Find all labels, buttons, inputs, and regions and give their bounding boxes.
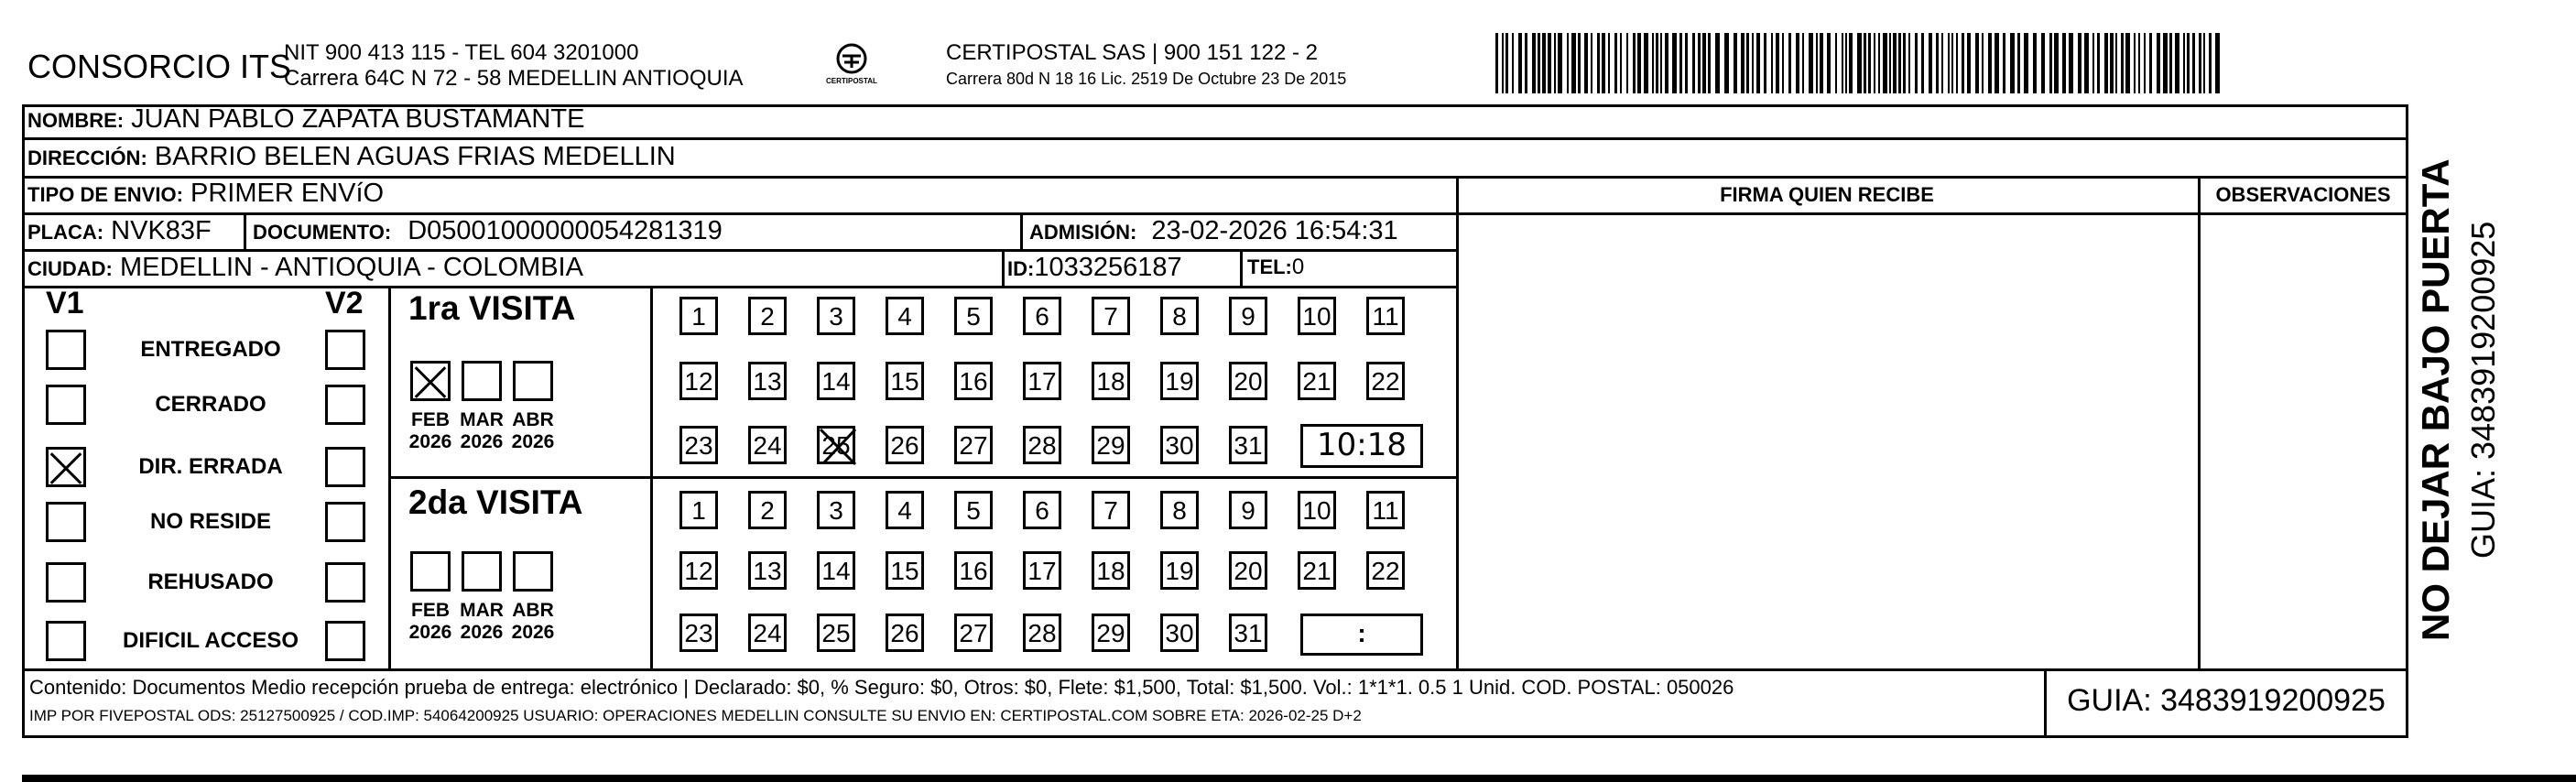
visit1-month-year: 2026 [511,431,555,452]
visit1-day[interactable]: 9 [1229,297,1267,335]
status-v2-checkbox[interactable] [325,562,365,603]
visit1-day[interactable]: 17 [1023,362,1061,400]
visit2-day[interactable]: 29 [1092,614,1130,652]
visit1-day[interactable]: 1 [679,297,718,335]
visit2-day[interactable]: 26 [886,614,924,652]
visit1-day[interactable]: 26 [886,426,924,464]
visit1-month-checkbox[interactable] [462,361,502,401]
visit2-day[interactable]: 12 [679,551,718,590]
status-label: CERRADO [155,392,266,417]
tel-value: 0 [1291,255,1305,279]
visit2-day[interactable]: 24 [748,614,787,652]
visit2-time-box [1300,614,1423,656]
documento-value: D05001000000054281319 [408,216,723,245]
visit1-month-label: MAR [460,409,504,430]
status-v1-checkbox[interactable] [46,562,86,603]
visit1-day[interactable]: 27 [954,426,993,464]
visit2-day[interactable]: 9 [1229,491,1267,529]
visit1-month-label: ABR [512,409,554,430]
visit2-day[interactable]: 2 [748,491,787,529]
visit1-day[interactable]: 23 [679,426,718,464]
visit2-day[interactable]: 30 [1160,614,1199,652]
visit2-day[interactable]: 13 [748,551,787,590]
visit1-month-label: FEB [411,409,450,430]
visit1-day[interactable]: 2 [748,297,787,335]
bottom-rule [22,775,2576,782]
carrier-address: Carrera 80d N 18 16 Lic. 2519 De Octubre 23 De 2015 [946,70,1347,88]
visit1-day[interactable]: 12 [679,362,718,400]
ciudad-value: MEDELLIN - ANTIOQUIA - COLOMBIA [119,253,583,282]
status-v1-checkbox[interactable] [46,385,86,425]
documento-label: DOCUMENTO: [253,221,392,244]
visit2-month-checkbox[interactable] [513,551,553,592]
company-name: CONSORCIO ITS [27,48,292,85]
status-label: DIR. ERRADA [138,454,283,479]
admision-value: 23-02-2026 16:54:31 [1151,216,1398,245]
visit2-month-label: FEB [411,600,450,621]
nombre-value: JUAN PABLO ZAPATA BUSTAMANTE [131,104,585,134]
status-label: REHUSADO [147,570,274,594]
nombre-label: NOMBRE: [27,109,125,132]
visit1-day[interactable]: 30 [1160,426,1199,464]
status-v1-checkbox[interactable] [46,330,86,370]
visit1-day[interactable]: 10 [1298,297,1336,335]
visit2-day[interactable]: 22 [1366,551,1405,590]
visit2-day[interactable]: 6 [1023,491,1061,529]
visit1-time: 10:18 [1317,427,1407,463]
tipo-envio-label: TIPO DE ENVIO: [27,183,183,206]
status-v2-checkbox[interactable] [325,385,365,425]
visit1-day[interactable]: 13 [748,362,787,400]
visit1-day[interactable]: 16 [954,362,993,400]
visit2-day[interactable]: 15 [886,551,924,590]
visit2-day[interactable]: 11 [1366,491,1405,529]
visit1-day[interactable]: 4 [886,297,924,335]
id-label: ID: [1007,257,1035,280]
status-v1-checkbox[interactable] [46,502,86,542]
visit2-day[interactable]: 4 [886,491,924,529]
visit1-day[interactable]: 5 [954,297,993,335]
direccion-label: DIRECCIÓN: [27,147,147,169]
visit2-day[interactable]: 1 [679,491,718,529]
visit1-day[interactable]: 6 [1023,297,1061,335]
visit2-day[interactable]: 19 [1160,551,1199,590]
visit1-day[interactable]: 25 [817,426,855,464]
visit2-day[interactable]: 17 [1023,551,1061,590]
visit2-month-year: 2026 [460,622,504,643]
status-v1-checkbox[interactable] [46,447,86,487]
visit2-day[interactable]: 28 [1023,614,1061,652]
visit1-day[interactable]: 14 [817,362,855,400]
visit1-day[interactable]: 24 [748,426,787,464]
visit1-time-box [1300,424,1423,468]
visit1-month-checkbox[interactable] [513,361,553,401]
visit2-day[interactable]: 25 [817,614,855,652]
visit2-month-checkbox[interactable] [462,551,502,592]
visit2-day[interactable]: 31 [1229,614,1267,652]
status-v2-checkbox[interactable] [325,502,365,542]
visit2-day[interactable]: 8 [1160,491,1199,529]
visit2-day[interactable]: 27 [954,614,993,652]
visit2-day[interactable]: 18 [1092,551,1130,590]
status-label: ENTREGADO [140,337,281,362]
visit2-day[interactable]: 23 [679,614,718,652]
status-v2-checkbox[interactable] [325,447,365,487]
ciudad-label: CIUDAD: [27,257,113,280]
visit2-title: 2da VISITA [408,483,583,521]
placa-value: NVK83F [111,216,212,245]
placa-label: PLACA: [27,221,104,244]
side-warning: NO DEJAR BAJO PUERTA [2414,158,2457,641]
observaciones-header: OBSERVACIONES [2215,183,2391,206]
visit2-day[interactable]: 21 [1298,551,1336,590]
status-label: NO RESIDE [149,509,272,534]
v2-header: V2 [325,286,364,320]
visit1-month-year: 2026 [460,431,504,452]
visit2-day[interactable]: 10 [1298,491,1336,529]
visit2-day[interactable]: 20 [1229,551,1267,590]
footer-guia: GUIA: 3483919200925 [2067,683,2386,718]
side-guia: GUIA: 3483919200925 [2464,221,2502,559]
visit2-month-year: 2026 [511,622,555,643]
visit1-day[interactable]: 20 [1229,362,1267,400]
visit2-month-checkbox[interactable] [410,551,451,592]
certipostal-logo-text: CERTIPOSTAL [826,77,877,85]
firma-header: FIRMA QUIEN RECIBE [1720,183,1934,206]
barcode [1495,33,2226,93]
visit1-day[interactable]: 31 [1229,426,1267,464]
visit2-month-label: ABR [512,600,554,621]
admision-label: ADMISIÓN: [1029,221,1137,244]
status-v2-checkbox[interactable] [325,621,365,661]
visit1-day[interactable]: 3 [817,297,855,335]
visit2-month-year: 2026 [408,622,452,643]
visit2-day[interactable]: 14 [817,551,855,590]
visit1-day[interactable]: 15 [886,362,924,400]
tipo-envio-value: PRIMER ENVíO [190,179,385,208]
id-value: 1033256187 [1034,253,1182,282]
visit1-day[interactable]: 8 [1160,297,1199,335]
visit2-day[interactable]: 3 [817,491,855,529]
status-v1-checkbox[interactable] [46,621,86,661]
visit1-day[interactable]: 19 [1160,362,1199,400]
visit1-day[interactable]: 21 [1298,362,1336,400]
visit1-month-year: 2026 [408,431,452,452]
carrier-name: CERTIPOSTAL SAS | 900 151 122 - 2 [946,40,1318,65]
visit2-month-label: MAR [460,600,504,621]
visit1-day[interactable]: 18 [1092,362,1130,400]
status-v2-checkbox[interactable] [325,330,365,370]
visit1-day[interactable]: 28 [1023,426,1061,464]
visit1-month-checkbox[interactable] [410,361,451,401]
visit1-day[interactable]: 29 [1092,426,1130,464]
tel-label: TEL: [1247,255,1292,278]
visit2-time: : [1357,619,1366,647]
status-label: DIFICIL ACCESO [122,628,299,653]
footer-contenido: Contenido: Documentos Medio recepción prueba de entrega: electrónico | Declarado: $0, % Seguro: $0, Otros: $0, Flete: $1,500, Total: $1,500. Vol.: 1*1*1. 0.5 1 Unid. COD. POSTAL: 050026 [29,676,1734,699]
company-nit: NIT 900 413 115 - TEL 604 3201000 [284,40,639,65]
visit2-day[interactable]: 16 [954,551,993,590]
direccion-value: BARRIO BELEN AGUAS FRIAS MEDELLIN [154,142,676,171]
visit2-day[interactable]: 7 [1092,491,1130,529]
visit1-day[interactable]: 11 [1366,297,1405,335]
visit1-day[interactable]: 7 [1092,297,1130,335]
visit2-day[interactable]: 5 [954,491,993,529]
footer-imp: IMP POR FIVEPOSTAL ODS: 25127500925 / COD.IMP: 54064200925 USUARIO: OPERACIONES MEDELLIN CONSULTE SU ENVIO EN: CERTIPOSTAL.COM SOBRE ETA: 2026-02-25 D+2 [29,707,1362,724]
company-address: Carrera 64C N 72 - 58 MEDELLIN ANTIOQUIA [284,66,744,91]
visit1-day[interactable]: 22 [1366,362,1405,400]
visit1-title: 1ra VISITA [408,289,576,327]
v1-header: V1 [46,286,84,320]
